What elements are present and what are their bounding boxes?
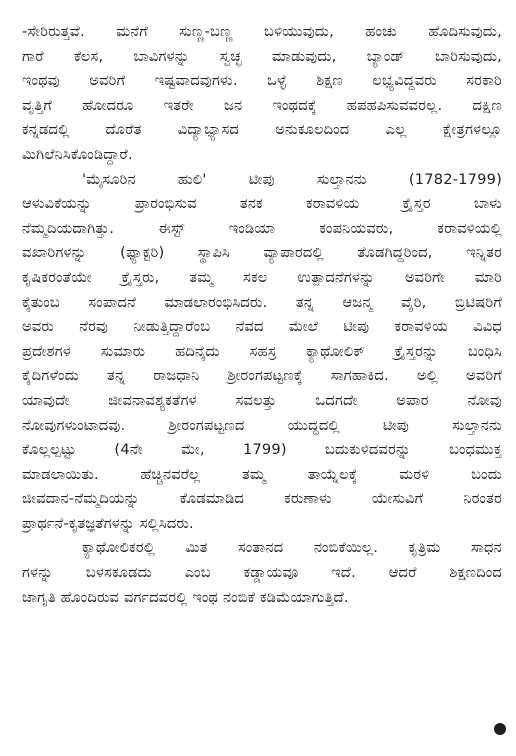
text-line: ವಖಾರಿಗಳನ್ನು (ಫ್ಯಾಕ್ಟರಿ) ಸ್ಥಾಪಿಸಿ ವ್ಯಾಪಾರದಲ್ಲಿ ತೊಡಗಿದ್ದರಿಂದ, ಇನ್ನಿತರ — [22, 244, 502, 262]
text-line: ಕನ್ನಡದಲ್ಲಿ ದೊರೆತ ವಿದ್ಯಾಭ್ಯಾಸದ ಅನುಕೂಲದಿಂದ ಎಲ್ಲ ಕ್ಷೇತ್ರಗಳಲ್ಲೂ — [22, 121, 502, 139]
text-line: ಕೃಷಿಕರಂತೆಯೇ ಕ್ರೈಸ್ತರು, ತಮ್ಮ ಸಕಲ ಉತ್ಪಾದನೆಗಳನ್ನು ಅವರಿಗೇ ಮಾರಿ — [22, 268, 502, 286]
text-line: ಮಿಗಿಲೆನಿಸಿಕೊಂಡಿದ್ದಾರೆ. — [22, 145, 133, 163]
text-line: ನೋವುಗಳುಂಟಾದವು. ಶ್ರೀರಂಗಪಟ್ಟಣದ ಯುದ್ಧದಲ್ಲಿ ಟೀಪು ಸುಲ್ತಾನನು — [22, 416, 502, 434]
text-line: ಆಳುವಿಕೆಯನ್ನು ಪ್ರಾರಂಭಿಸುವ ತನಕ ಕರಾವಳಿಯ ಕ್ರೈಸ್ತರ ಬಾಳು — [22, 195, 502, 213]
text-line: ಜಾಗೃತಿ ಹೊಂದಿರುವ ವರ್ಗದವರಲ್ಲಿ ಇಂಥ ನಂಬಿಕೆ ಕಡಿಮೆಯಾಗುತ್ತಿದೆ. — [22, 588, 349, 606]
text-line: ಕೈದಿಗಳೆಂದು ತನ್ನ ರಾಜಧಾನಿ ಶ್ರೀರಂಗಪಟ್ಟಣಕ್ಕೆ ಸಾಗಹಾಕಿದ. ಅಲ್ಲಿ ಅವರಿಗೆ — [22, 367, 502, 385]
text-line: ಕ್ಯಾಥೋಲಿಕರಲ್ಲಿ ಮಿತ ಸಂತಾನದ ನಂಬಿಕೆಯಿಲ್ಲ. ಕೃತ್ರಿಮ ಸಾಧನ — [82, 539, 502, 557]
text-line: ಇಂಥವು ಅವರಿಗೆ ಇಷ್ಟವಾದವುಗಳು. ಒಳ್ಳೆ ಶಿಕ್ಷಣ ಲಭ್ಯವಿದ್ದವರು ಸರಕಾರಿ — [22, 72, 502, 90]
page-dot-mark — [494, 723, 506, 735]
text-line: ಗಾರೆ ಕೆಲಸ, ಬಾವಿಗಳನ್ನು ಸ್ವಚ್ಛ ಮಾಡುವುದು, ಬ್ಯಾಂಡ್ ಬಾರಿಸುವುದು, — [22, 47, 502, 65]
text-line: ಕೊಲ್ಲಲ್ಪಟ್ಟು (4ನೇ ಮೇ, 1799) ಬದುಕುಳಿದವರನ್ನು ಬಂಧಮುಕ್ತ — [22, 441, 502, 459]
text-line: ಗಳನ್ನು ಬಳಸಕೂಡದು ಎಂಬ ಕಡ್ಡಾಯವೂ ಇದೆ. ಆದರೆ ಶಿಕ್ಷಣದಿಂದ — [22, 564, 502, 582]
text-line: ಯಾವುದೇ ಜೀವನಾವಶ್ಯಕತೆಗಳ ಸವಲತ್ತು ಒದಗದೇ ಅಪಾರ ನೋವು — [22, 391, 502, 409]
text-line: 'ಮೈಸೂರಿನ ಹುಲಿ' ಟೀಪು ಸುಲ್ತಾನನು (1782-1799) — [82, 170, 502, 188]
text-line: ಅವರು ನೆರವು ನೀಡುತ್ತಿದ್ದಾರೆಂಬ ನೆವದ ಮೇಲೆ ಟೀಪು ಕರಾವಳಿಯ ವಿವಿಧ — [22, 318, 502, 336]
body-text — [22, 20, 502, 610]
text-line: ಮಾಡಲಾಯಿತು. ಹೆಚ್ಚಿನವರೆಲ್ಲ ತಮ್ಮ ತಾಯ್ನೆಲಕ್ಕೆ ಮರಳಿ ಬಂದು — [22, 465, 502, 483]
text-line: ಪ್ರಾರ್ಥನೆ-ಕೃತಜ್ಞತೆಗಳನ್ನು ಸಲ್ಲಿಸಿದರು. — [22, 514, 194, 532]
text-line: ಕೈತುಂಬ ಸಂಪಾದನೆ ಮಾಡಲಾರಂಭಿಸಿದರು. ತನ್ನ ಆಜನ್ಮ ವೈರಿ, ಬ್ರಿಟಿಷರಿಗೆ — [22, 293, 502, 311]
text-line: ಪ್ರದೇಶಗಳ ಸುಮಾರು ಹದಿನೈದು ಸಹಸ್ರ ಕ್ಯಾಥೋಲಿಕ್ ಕ್ರೈಸ್ತರನ್ನು ಬಂಧಿಸಿ — [22, 342, 502, 360]
text-line: ಜೀವದಾನ-ನೆಮ್ಮದಿಯನ್ನು ಕೊಡಮಾಡಿದ ಕರುಣಾಳು ಯೇಸುವಿಗೆ ನಿರಂತರ — [22, 490, 502, 508]
text-line: -ಸೇರಿರುತ್ತವೆ. ಮನೆಗೆ ಸುಣ್ಣ-ಬಣ್ಣ ಬಳಿಯುವುದು, ಹಂಚು ಹೊದಿಸುವುದು, — [22, 23, 502, 40]
text-line: ನೆಮ್ಮದಿಯದಾಗಿತ್ತು. ಈಸ್ಟ್ ಇಂಡಿಯಾ ಕಂಪನಿಯವರು, ಕರಾವಳಿಯಲ್ಲಿ — [22, 219, 502, 237]
text-line: ವೃತ್ತಿಗೆ ಹೋದರೂ ಇತರೇ ಜನ ಇಂಥದಕ್ಕೆ ಹಪಹಪಿಸುವವರಲ್ಲ. ದಕ್ಷಿಣ — [22, 96, 502, 114]
